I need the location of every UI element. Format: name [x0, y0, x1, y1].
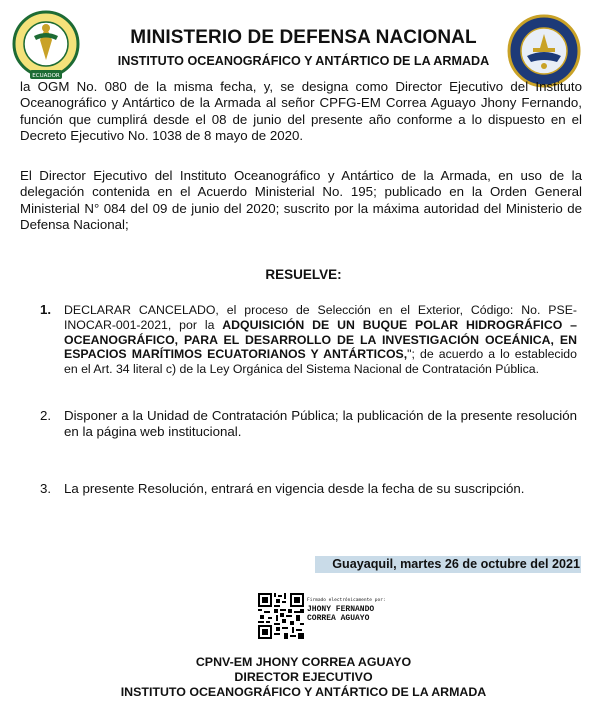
item-1-text-a: DECLARAR CANCELADO, el proceso de Selección en el Exterior, Código: No. PSE-INOCAR-001-2021, por la: [64, 303, 577, 332]
left-logo-ribbon-text: ECUADOR: [32, 73, 60, 79]
paragraph-designation: la OGM No. 080 de la misma fecha, y, se designa como Director Ejecutivo del Instituto Oceanográfico y Antártico de la Armada al señor CPFG-EM Correa Aguayo Jhony Fernando, función que cumplirá desde el 08 de junio del presente año conforme a lo dispuesto en el Decreto Ejecutivo No. 1038 de 8 mayo de 2020.: [20, 79, 582, 144]
item-1-number: 1.: [40, 302, 52, 317]
signature-name-line1: JHONY FERNANDO: [307, 605, 375, 614]
institute-subtitle: INSTITUTO OCEANOGRÁFICO Y ANTÁRTICO DE LA ARMADA: [117, 54, 490, 68]
item-1-text: [64, 303, 577, 377]
footer-signer-role: DIRECTOR EJECUTIVO: [234, 670, 373, 684]
footer-institute: INSTITUTO OCEANOGRÁFICO Y ANTÁRTICO DE LA ARMADA: [120, 685, 487, 699]
date-line: Guayaquil, martes 26 de octubre del 2021: [315, 556, 581, 573]
item-2-number: 2.: [40, 408, 52, 423]
signature-caption: Firmado electrónicamente por:: [307, 598, 386, 603]
signature-qr-code: [258, 593, 304, 639]
item-1-text-bold: ADQUISICIÓN DE UN BUQUE POLAR HIDROGRÁFICO – OCEANOGRÁFICO, PARA EL DESARROLLO DE LA INVESTIGACIÓN OCEÁNICA, EN ESPACIOS MARÍTIMOS ECUATORIANOS Y ANTÁRTICOS,: [64, 317, 578, 362]
item-3-text: La presente Resolución, entrará en vigencia desde la fecha de su suscripción.: [64, 481, 525, 496]
signature-name-line2: CORREA AGUAYO: [307, 614, 370, 623]
item-3-number: 3.: [40, 481, 52, 496]
armada-oceanographic-seal-logo: [507, 14, 581, 88]
ministry-title: MINISTERIO DE DEFENSA NACIONAL: [130, 27, 477, 48]
item-1-text-b: "; de acuerdo a lo establecido en el Art. 34 literal c) de la Ley Orgánica del Sistema Nacional de Contratación Pública.: [64, 347, 577, 377]
resuelve-heading: RESUELVE:: [265, 267, 342, 282]
paragraph-delegation: El Director Ejecutivo del Instituto Oceanográfico y Antártico de la Armada, en uso de la delegación contenida en el Acuerdo Ministerial No. 195; publicado en la Orden General Ministerial N° 084 del 09 de junio del 2020; suscrito por la máxima autoridad del Ministerio de Defensa Nacional;: [20, 168, 582, 233]
item-2-text: Disponer a la Unidad de Contratación Pública; la publicación de la presente resolución en la página web institucional.: [64, 408, 577, 440]
footer-signer-name: CPNV-EM JHONY CORREA AGUAYO: [195, 655, 412, 669]
